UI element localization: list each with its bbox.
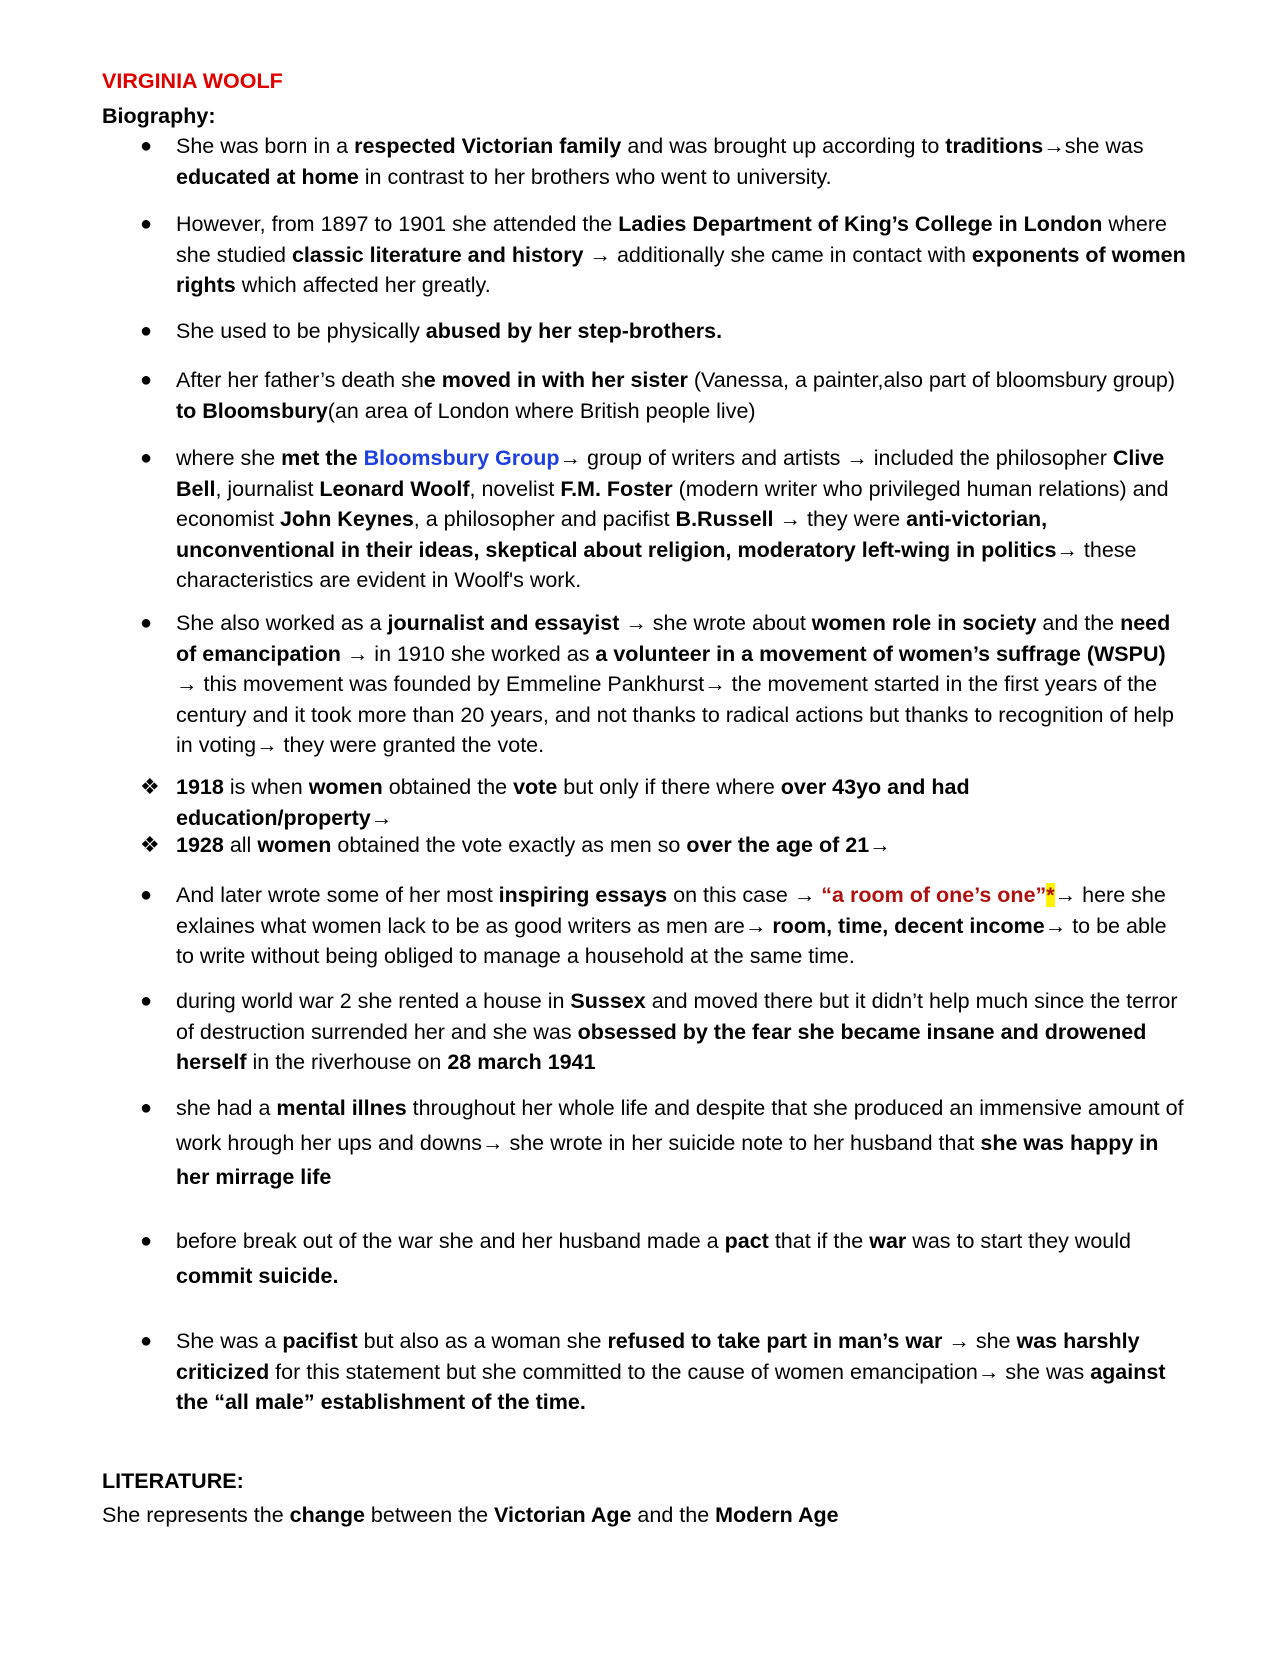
text-run: abused by her step-brothers. bbox=[425, 319, 723, 343]
text-run: She used to be physically bbox=[176, 319, 426, 343]
text-run: in the riverhouse on bbox=[246, 1050, 448, 1074]
bullet-icon: ● bbox=[140, 447, 153, 469]
text-run: Bloomsbury Group bbox=[363, 446, 560, 470]
text-run: Clive Bell bbox=[176, 446, 1165, 501]
text-run: women bbox=[308, 775, 383, 799]
text-run: Leonard Woolf bbox=[319, 476, 470, 501]
list-item bbox=[140, 772, 1186, 833]
list-item bbox=[140, 316, 1186, 347]
text-run: before break out of the war she and her husband made a bbox=[176, 1229, 725, 1253]
text-run: (Vanessa, a painter,also part of bloomsbury group) bbox=[687, 368, 1176, 392]
text-run: that if the bbox=[768, 1229, 870, 1253]
text-run: → group of writers and artists → included the philosopher bbox=[559, 446, 1113, 470]
text-run: on this case → bbox=[667, 883, 822, 907]
text-run: educated at home bbox=[176, 164, 359, 189]
text-run: was to start they would bbox=[906, 1229, 1131, 1253]
text-run: she was happy in her mirrage life bbox=[176, 1130, 1159, 1189]
list-item bbox=[140, 830, 1186, 861]
text-run: need of emancipation bbox=[176, 611, 1171, 666]
text-run: where she bbox=[176, 446, 282, 470]
text-run: Victorian Age bbox=[494, 1503, 632, 1527]
text-run: and moved there but it didn’t help much since the terror of destruction surrended her and she was bbox=[176, 989, 1178, 1044]
list-item bbox=[140, 1224, 1186, 1293]
text-run: anti-victorian, unconventional in their ideas, skeptical about religion, moderatory left-wing in politics bbox=[176, 507, 1057, 562]
literature-heading: LITERATURE: bbox=[102, 1469, 244, 1493]
text-run: , journalist bbox=[215, 476, 320, 501]
text-run: is when bbox=[223, 775, 309, 799]
list-item bbox=[140, 880, 1186, 972]
bullet-icon: ● bbox=[140, 369, 153, 391]
text-run: Modern Age bbox=[715, 1503, 839, 1527]
text-run: Ladies Department of King’s College in London bbox=[618, 212, 1103, 236]
text-run: journalist and essayist bbox=[387, 611, 620, 635]
text-run: John Keynes bbox=[279, 507, 414, 531]
text-run: She also worked as a bbox=[176, 611, 388, 635]
page-title: VIRGINIA WOOLF bbox=[102, 69, 283, 93]
text-run: She was a bbox=[176, 1329, 283, 1353]
bullet-icon: ● bbox=[140, 135, 153, 157]
text-run: refused to take part in man’s war bbox=[607, 1329, 943, 1353]
list-item bbox=[140, 986, 1186, 1078]
bullet-icon: ● bbox=[140, 612, 153, 634]
text-run: to Bloomsbury bbox=[176, 398, 328, 423]
diamond-bullet-icon: ❖ bbox=[140, 774, 160, 799]
text-run: over 43yo and had education/property→ bbox=[176, 775, 970, 830]
text-run: between the bbox=[364, 1503, 495, 1527]
text-run: and was brought up according to bbox=[621, 134, 946, 158]
text-run: during world war 2 she rented a house in bbox=[176, 989, 571, 1013]
text-run: women bbox=[257, 833, 332, 857]
text-run: * bbox=[1046, 883, 1055, 907]
text-run: pact bbox=[724, 1229, 769, 1253]
text-run: a volunteer in a movement of women’s suffrage (WSPU) bbox=[595, 641, 1166, 666]
text-run: mental illnes bbox=[276, 1096, 407, 1120]
text-run: but also as a woman she bbox=[357, 1329, 608, 1353]
text-run: →she was bbox=[1043, 134, 1144, 158]
text-run: e moved in with her sister bbox=[423, 368, 688, 392]
list-item bbox=[140, 209, 1186, 301]
text-run: She represents the bbox=[102, 1503, 290, 1527]
text-run: respected Victorian family bbox=[354, 134, 622, 158]
text-run: but only if there where bbox=[557, 775, 781, 799]
text-run: → additionally she came in contact with bbox=[583, 242, 972, 267]
text-run: → they were bbox=[773, 507, 907, 531]
text-run: commit suicide. bbox=[176, 1263, 339, 1288]
text-run: change bbox=[289, 1503, 365, 1527]
text-run: vote bbox=[513, 775, 558, 799]
text-run: for this statement but she committed to the cause of women emancipation→ she was bbox=[269, 1359, 1091, 1384]
bullet-icon: ● bbox=[140, 1330, 153, 1352]
text-run: And later wrote some of her most bbox=[176, 883, 499, 907]
text-run: obsessed by the fear she became insane and drowened herself bbox=[176, 1019, 1147, 1074]
text-run: all bbox=[223, 833, 258, 857]
bullet-icon: ● bbox=[140, 320, 153, 342]
text-run: and the bbox=[1036, 611, 1121, 635]
text-run: war bbox=[869, 1229, 907, 1253]
bullet-icon: ● bbox=[140, 213, 153, 235]
text-run: , novelist bbox=[469, 476, 561, 501]
text-run: inspiring essays bbox=[498, 883, 668, 907]
bullet-icon: ● bbox=[140, 1097, 153, 1119]
text-run: “a room of one’s one” bbox=[821, 883, 1047, 907]
text-run: where she studied bbox=[176, 212, 1167, 267]
text-run: → in 1910 she worked as bbox=[340, 641, 596, 666]
text-run: against the “all male” establishment of the time. bbox=[176, 1359, 1166, 1414]
bullet-icon: ● bbox=[140, 1230, 153, 1252]
diamond-bullet-icon: ❖ bbox=[140, 832, 160, 857]
text-run: 28 march 1941 bbox=[447, 1050, 596, 1074]
list-item bbox=[140, 443, 1186, 596]
text-run: After her father’s death sh bbox=[176, 368, 424, 392]
text-run: (an area of London where British people live) bbox=[327, 398, 756, 423]
biography-heading: Biography: bbox=[102, 104, 216, 128]
list-item bbox=[140, 131, 1186, 192]
text-run: → these characteristics are evident in Woolf's work. bbox=[176, 537, 1137, 592]
text-run: obtained the vote exactly as men so bbox=[331, 833, 687, 857]
literature-text bbox=[102, 1500, 839, 1531]
text-run: B.Russell bbox=[675, 507, 774, 531]
text-run: pacifist bbox=[282, 1329, 358, 1353]
text-run: exponents of women rights bbox=[176, 242, 1186, 297]
text-run: women role in society bbox=[811, 611, 1037, 635]
text-run: → this movement was founded by Emmeline Pankhurst→ the movement started in the first years of the century and it took more than 20 years, and not thanks to radical actions but thanks to recognition of help in voting→ they were granted the vote. bbox=[176, 672, 1174, 757]
text-run: → she wrote about bbox=[619, 611, 812, 635]
list-item bbox=[140, 1091, 1186, 1195]
text-run: F.M. Foster bbox=[560, 476, 673, 501]
text-run: Sussex bbox=[570, 989, 646, 1013]
text-run: → she bbox=[942, 1329, 1017, 1353]
bullet-icon: ● bbox=[140, 990, 153, 1012]
list-item bbox=[140, 608, 1186, 761]
text-run: 1928 bbox=[176, 833, 224, 857]
bullet-icon: ● bbox=[140, 884, 153, 906]
text-run: obtained the bbox=[382, 775, 514, 799]
text-run: she had a bbox=[176, 1096, 277, 1120]
text-run: She was born in a bbox=[176, 134, 355, 158]
text-run: which affected her greatly. bbox=[235, 273, 491, 297]
text-run: in contrast to her brothers who went to university. bbox=[358, 164, 832, 189]
text-run: traditions bbox=[945, 134, 1044, 158]
text-run: → here she exlaines what women lack to be as good writers as men are→ bbox=[176, 883, 1166, 938]
text-run: met the bbox=[281, 446, 364, 470]
text-run: room, time, decent income bbox=[772, 913, 1045, 938]
text-run: → to be able to write without being obliged to manage a household at the same time. bbox=[176, 913, 1167, 968]
text-run: over the age of 21→ bbox=[686, 833, 891, 857]
text-run: classic literature and history bbox=[291, 242, 584, 267]
text-run: (modern writer who privileged human relations) and economist bbox=[176, 476, 1169, 531]
list-item bbox=[140, 365, 1186, 426]
text-run: throughout her whole life and despite that she produced an immensive amount of work hrough her ups and downs→ she wrote in her suicide note to her husband that bbox=[176, 1096, 1184, 1155]
text-run: was harshly criticized bbox=[176, 1329, 1140, 1384]
text-run: , a philosopher and pacifist bbox=[413, 507, 676, 531]
list-item bbox=[140, 1326, 1186, 1418]
text-run: However, from 1897 to 1901 she attended the bbox=[176, 212, 619, 236]
text-run: and the bbox=[631, 1503, 716, 1527]
text-run: 1918 bbox=[176, 775, 224, 799]
